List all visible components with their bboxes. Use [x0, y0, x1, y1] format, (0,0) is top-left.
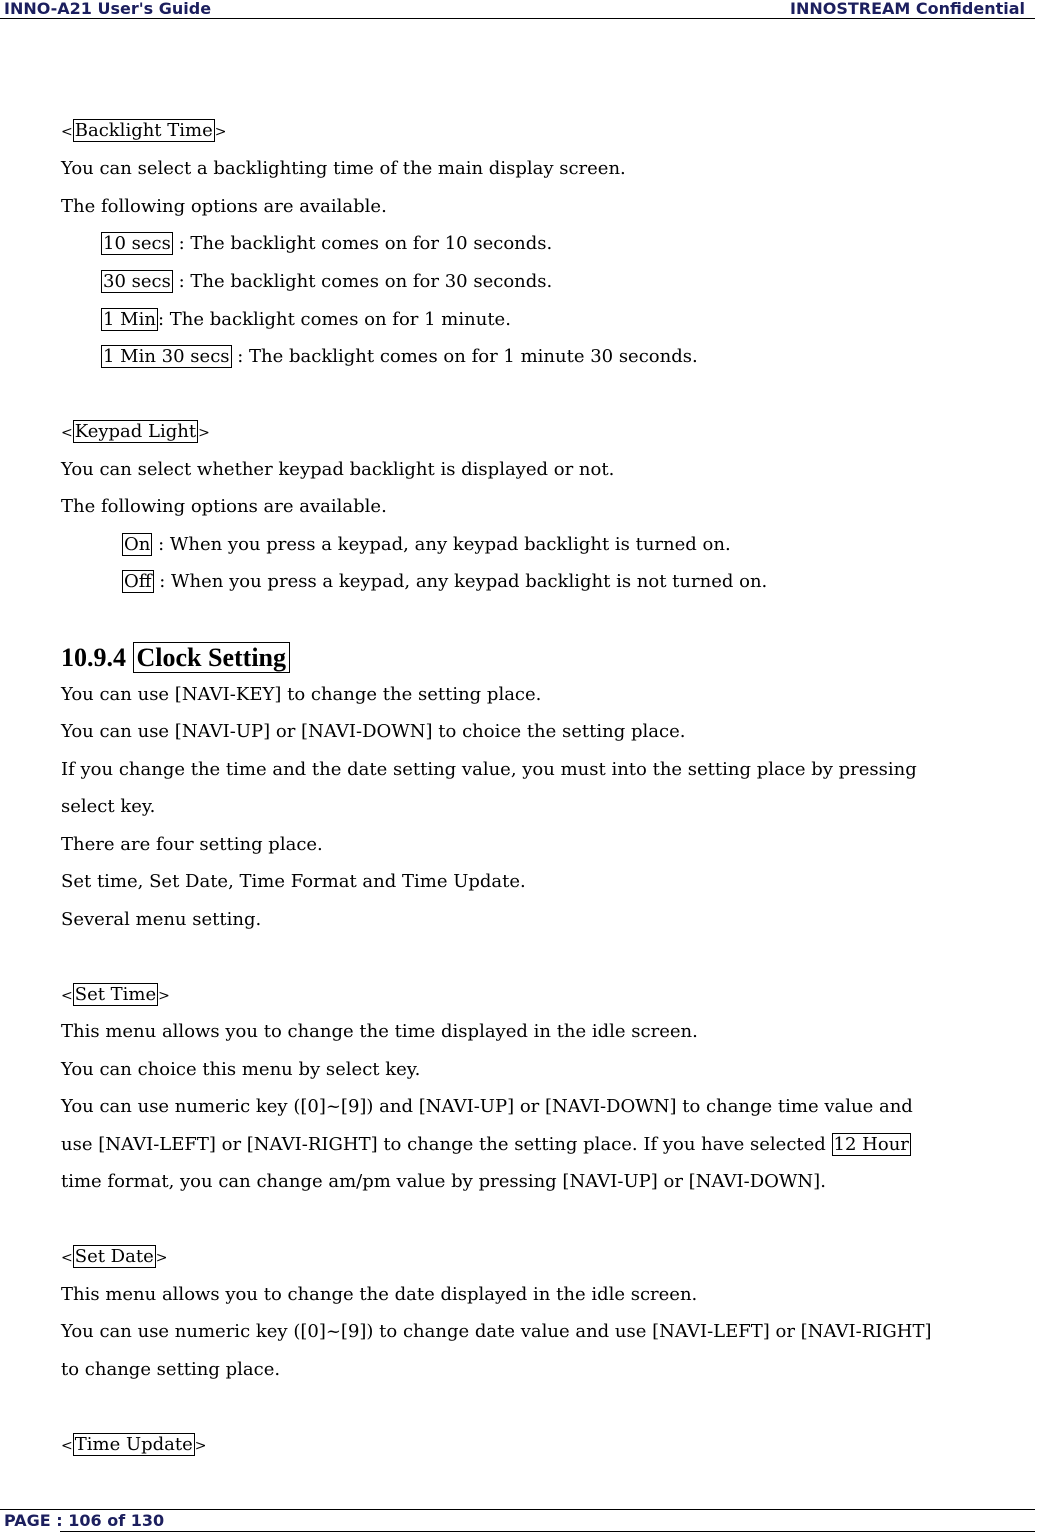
footer-rule — [60, 1531, 1035, 1532]
backlight-heading: < Backlight Time > — [61, 120, 227, 141]
keypad-desc-1: You can select whether keypad backlight is displayed or not. — [61, 459, 615, 480]
section-number: 10.9.4 — [61, 643, 126, 672]
backlight-option: 30 secs : The backlight comes on for 30 seconds. — [103, 271, 553, 292]
keypad-option: On : When you press a keypad, any keypad backlight is turned on. — [124, 534, 731, 555]
set-time-line: You can choice this menu by select key. — [61, 1059, 421, 1080]
clock-line: select key. — [61, 796, 156, 817]
footer-divider — [0, 1509, 1035, 1510]
time-update-title: Time Update — [74, 1434, 193, 1455]
backlight-option: 10 secs : The backlight comes on for 10 seconds. — [103, 233, 553, 254]
clock-line: Several menu setting. — [61, 909, 262, 930]
option-label: Off — [124, 571, 152, 592]
time-update-heading: < Time Update > — [61, 1434, 207, 1455]
set-time-line: This menu allows you to change the time displayed in the idle screen. — [61, 1021, 698, 1042]
page-header — [0, 0, 1035, 19]
header-doc-title: INNO-A21 User's Guide — [4, 0, 212, 18]
option-label: 30 secs — [103, 271, 171, 292]
header-confidential: INNOSTREAM Confidential — [790, 0, 1025, 18]
keypad-heading: < Keypad Light > — [61, 421, 210, 442]
page-number: PAGE : 106 of 130 — [4, 1511, 165, 1530]
clock-line: You can use [NAVI-KEY] to change the setting place. — [61, 684, 542, 705]
backlight-desc-2: The following options are available. — [61, 196, 387, 217]
set-time-line: You can use numeric key ([0]~[9]) and [NAVI-UP] or [NAVI-DOWN] to change time value and — [61, 1096, 913, 1117]
set-date-line: to change setting place. — [61, 1359, 281, 1380]
backlight-title: Backlight Time — [74, 120, 213, 141]
clock-line: Set time, Set Date, Time Format and Time Update. — [61, 871, 526, 892]
set-time-heading: < Set Time > — [61, 984, 170, 1005]
backlight-option: 1 Min 30 secs : The backlight comes on for 1 minute 30 seconds. — [103, 346, 698, 367]
keypad-option: Off : When you press a keypad, any keypad backlight is not turned on. — [124, 571, 768, 592]
section-heading-clock — [61, 641, 290, 675]
set-date-line: You can use numeric key ([0]~[9]) to change date value and use [NAVI-LEFT] or [NAVI-RIGHT] — [61, 1321, 932, 1342]
section-title: Clock Setting — [133, 642, 291, 673]
clock-line: There are four setting place. — [61, 834, 323, 855]
keypad-desc-2: The following options are available. — [61, 496, 387, 517]
backlight-option: 1 Min : The backlight comes on for 1 minute. — [103, 309, 511, 330]
set-time-line: use [NAVI-LEFT] or [NAVI-RIGHT] to change the setting place. If you have selected 12 Hour — [61, 1134, 909, 1155]
option-label: 1 Min 30 secs — [103, 346, 230, 367]
backlight-desc-1: You can select a backlighting time of the main display screen. — [61, 158, 626, 179]
option-label: 1 Min — [103, 309, 156, 330]
option-label: 10 secs — [103, 233, 171, 254]
clock-line: If you change the time and the date setting value, you must into the setting place by pressing — [61, 759, 917, 780]
twelve-hour-label: 12 Hour — [833, 1134, 909, 1155]
set-time-title: Set Time — [74, 984, 157, 1005]
set-date-title: Set Date — [74, 1246, 154, 1267]
set-time-line: time format, you can change am/pm value by pressing [NAVI-UP] or [NAVI-DOWN]. — [61, 1171, 826, 1192]
keypad-title: Keypad Light — [74, 421, 197, 442]
option-label: On — [124, 534, 151, 555]
clock-line: You can use [NAVI-UP] or [NAVI-DOWN] to choice the setting place. — [61, 721, 686, 742]
set-date-line: This menu allows you to change the date displayed in the idle screen. — [61, 1284, 698, 1305]
set-date-heading: < Set Date > — [61, 1246, 168, 1267]
